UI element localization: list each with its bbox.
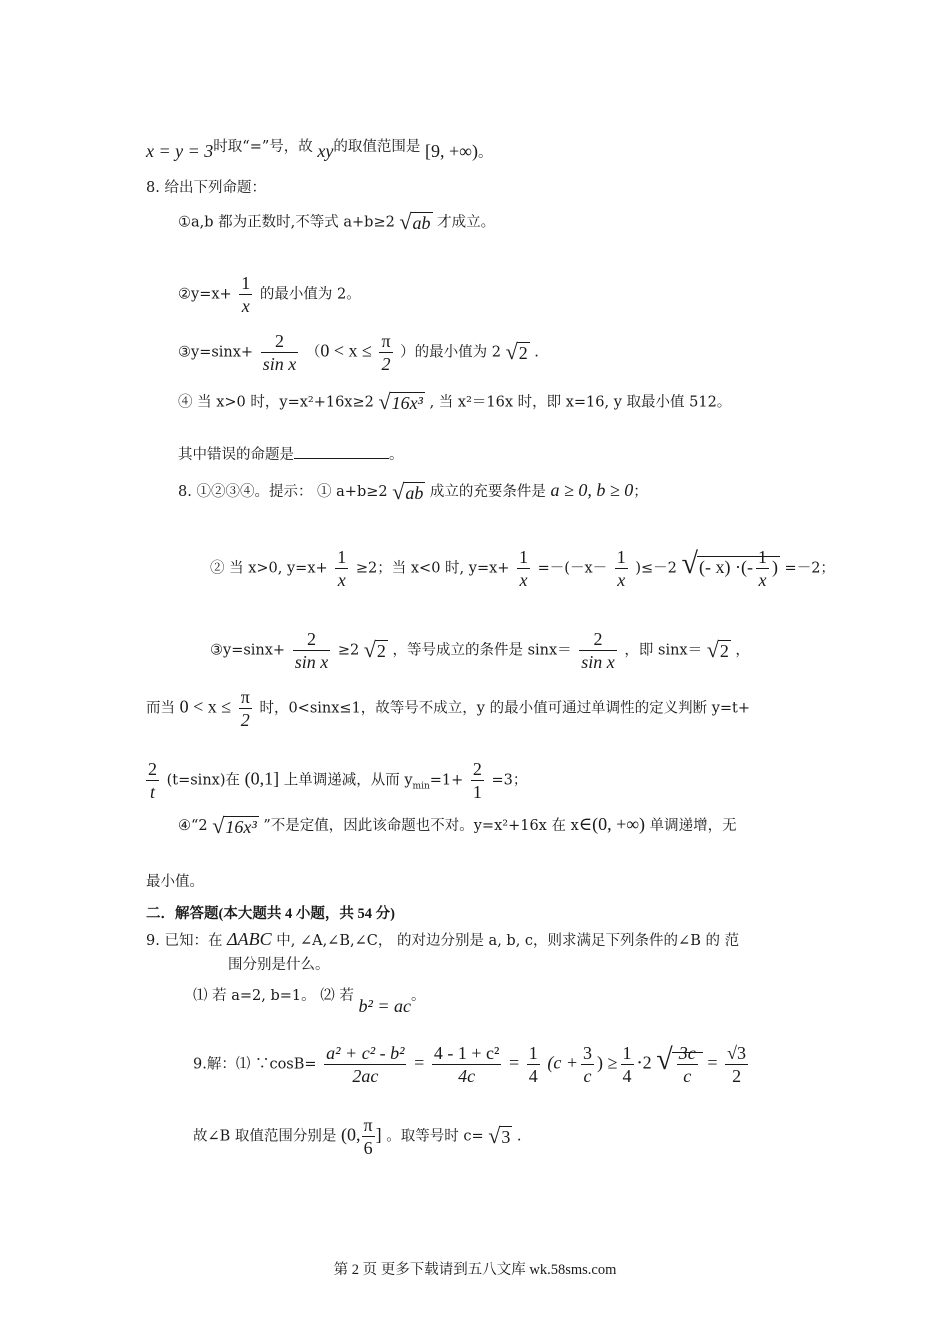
answer-8-line-3: ③y=sinx+ $\frac{2}{\text{sin x}}$ ≥2 √2 ，等号成立的条件是 sinx＝ $\frac{2}{\text{sin x}}$ ，即 sinx＝ √2 ，	[210, 629, 750, 672]
question-8-ask: 其中错误的命题是 。	[178, 444, 404, 465]
section-title: 二．解答题(本大题共 4 小题，共 54 分)	[146, 906, 395, 922]
fraction: $\frac{1}{4}$	[528, 1043, 538, 1086]
fraction: $\frac{√3}{2}$	[727, 1043, 747, 1086]
sqrt-2: √2	[706, 637, 729, 662]
fraction: $\frac{3}{c}$	[583, 1043, 593, 1086]
sqrt-16x3: √16x³	[378, 389, 423, 414]
fraction: $\frac{1}{x}$	[337, 547, 347, 590]
fraction-pi-2: $\frac{\pi}{2}$	[240, 687, 250, 730]
answer-8-line-7: 最小值。	[146, 874, 204, 890]
answer-8-line-6: ④“2 √16x³ ”不是定值，因此该命题也不对。y=x²+16x 在 x∈(0, +∞) 单调递增，无	[178, 812, 737, 838]
question-9-line-2: 围分别是什么。	[228, 957, 330, 973]
proposition-2: ②y=x+ $\frac{1}{x}$ 的最小值为 2。	[178, 273, 361, 316]
solution-9-conclusion: 故∠B 取值范围分别是 (0, $\frac{\pi}{6}$ ] 。取等号时 c= √3 .	[193, 1115, 522, 1158]
sqrt-16x3: √16x³	[212, 812, 257, 838]
fraction: $\frac{2}{\text{sin x}}$	[262, 331, 297, 374]
fraction: $\frac{1}{x}$	[616, 547, 626, 590]
fraction: $\frac{2}{\text{sin x}}$	[581, 629, 615, 672]
answer-blank	[294, 444, 389, 459]
sqrt-ab: √ab	[399, 209, 431, 234]
fraction: $\frac{1}{4}$	[622, 1043, 632, 1086]
question-8-header: 8. 给出下列命题：	[146, 180, 266, 196]
fraction: $\frac{2}{1}$	[472, 759, 482, 802]
fraction: $\frac{1}{x}$	[757, 547, 767, 590]
proposition-3: ③y=sinx+ $\frac{2}{\text{sin x}}$ （0 < x ≤ $\frac{\pi}{2}$ ）的最小值为 2 √2 .	[178, 331, 539, 374]
proposition-1: ①a,b 都为正数时,不等式 a+b≥2 √ab 才成立。	[178, 209, 496, 234]
fraction: $\frac{2}{t}$	[148, 759, 157, 802]
solution-9-line-1: 9.解：⑴ ∵cosB= $\frac{\text{a² + c² - b²}}{2ac}$ = $\frac{\text{4 - 1 + c²}}{4c}$ = $\frac{1}{4}$ (c + $\frac{3}{c}$ ) ≥ $\frac{1}{4}$ ⋅2 √ $\frac{3c}{c}$ = $\frac{√3}{2}$	[193, 1042, 747, 1086]
sqrt-2: √2	[505, 339, 528, 364]
conclusion-line: $x = y = 3^{时取“=”号,故}$ xy的取值范围是 [9, +∞)。	[146, 139, 493, 161]
fraction: $\frac{3c}{c}$	[678, 1043, 696, 1086]
fraction: $\frac{2}{\text{sin x}}$	[294, 629, 329, 672]
answer-8-line-4: 而当 0 < x ≤ $\frac{\pi}{2}$ 时，0<sinx≤1，故等号不成立，y 的最小值可通过单调性的定义判断 y=t+	[146, 687, 751, 730]
sqrt-3c-over-c: √ $\frac{3c}{c}$	[656, 1042, 702, 1087]
sqrt-2: √2	[363, 637, 386, 662]
question-9-line-3: ⑴ 若 a=2, b=1。 ⑵ 若 b² = ac。	[193, 988, 426, 1016]
sqrt-ab: √ab	[392, 478, 424, 504]
fraction: $\frac{\text{a² + c² - b²}}{2ac}$	[326, 1043, 405, 1086]
answer-8-head: 8. ①②③④。提示： ① a+b≥2 √ab 成立的充要条件是 a ≥ 0, b ≥ 0；	[178, 478, 648, 504]
sqrt-product: √(- x) ·(- $\frac{1}{x}$ )	[681, 546, 778, 590]
fraction-pi-2: $\frac{\pi}{2}$	[381, 331, 391, 374]
fraction: $\frac{1}{x}$	[519, 547, 529, 590]
fraction: $\frac{1}{x}$	[241, 273, 251, 316]
fraction-pi-6: $\frac{\pi}{6}$	[363, 1115, 373, 1158]
sqrt-3: √3	[488, 1123, 511, 1148]
fraction: $\frac{\text{4 - 1 + c²}}{4c}$	[433, 1043, 500, 1086]
proposition-4: ④ 当 x>0 时，y=x²+16x≥2 √16x³ , 当 x²＝16x 时，即 x=16, y 取最小值 512。	[178, 389, 732, 414]
question-9-line-1: 9. 已知：在 ΔABC 中, ∠A,∠B,∠C， 的对边分别是 a, b, c，则求满足下列条件的∠B 的 范	[146, 929, 740, 949]
page-footer: 第 2 页 更多下载请到五八文库 wk.58sms.com	[333, 1262, 617, 1278]
answer-8-line-5: $\frac{2}{t}$ (t=sinx)在 (0,1] 上单调递减，从而 $y_{min}=1+$ $\frac{2}{1}$ =3；	[148, 759, 528, 802]
answer-8-line-2: ② 当 x>0, y=x+ $\frac{1}{x}$ ≥2；当 x<0 时, y=x+ $\frac{1}{x}$ =－(－x－ $\frac{1}{x}$ )≤－2 √(- x) ·(- $\frac{1}{x}$ ) =－2；	[210, 546, 835, 590]
